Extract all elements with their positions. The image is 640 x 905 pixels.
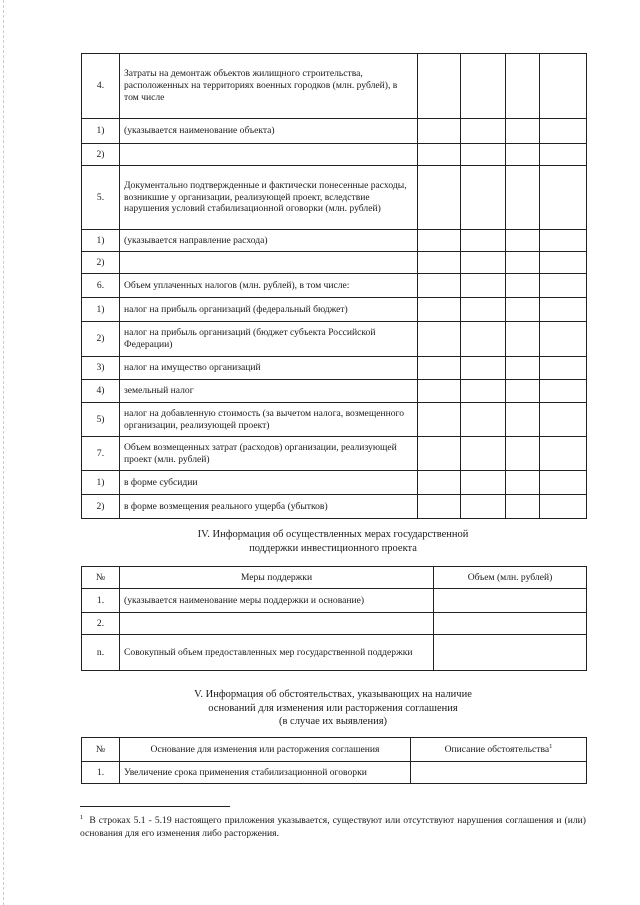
- table-cell: [461, 119, 506, 144]
- table-cell: [461, 437, 506, 471]
- footnote: [80, 814, 586, 841]
- table-cell: [418, 357, 461, 380]
- table-cell: [461, 230, 506, 252]
- table-cell: Основание для изменения или расторжения соглашения: [120, 738, 411, 762]
- table-cell: [540, 166, 587, 230]
- table-cell: №: [82, 738, 120, 762]
- section-4-title: [80, 528, 586, 555]
- table-cell: [540, 298, 587, 322]
- table-cell: налог на прибыль организаций (бюджет субъекта Российской Федерации): [120, 322, 418, 357]
- table-cell: [540, 252, 587, 274]
- table-cell: [418, 403, 461, 437]
- section-title-line: оснований для изменения или расторжения соглашения: [208, 702, 458, 714]
- table-row: [82, 166, 587, 230]
- table-cell: [434, 589, 587, 613]
- table-cell: [434, 613, 587, 635]
- footnote-divider: [80, 806, 230, 807]
- table-cell: [540, 230, 587, 252]
- table-cell: 5.: [82, 166, 120, 230]
- table-row: [82, 437, 587, 471]
- table-cell: [540, 437, 587, 471]
- table-cell: 1.: [82, 589, 120, 613]
- table-row: [82, 589, 587, 613]
- table-row: [82, 403, 587, 437]
- table-cell: [418, 119, 461, 144]
- table-header-row: [82, 738, 587, 762]
- table-cell: [461, 322, 506, 357]
- table-cell: 6.: [82, 274, 120, 298]
- table-cell: [506, 274, 540, 298]
- table-cell: [461, 495, 506, 519]
- table-cell: [540, 495, 587, 519]
- table-cell: [506, 252, 540, 274]
- table-cell: 4.: [82, 54, 120, 119]
- table-cell: [120, 613, 434, 635]
- table-cell: [506, 380, 540, 403]
- table-cell: 1): [82, 298, 120, 322]
- support-measures-table: [81, 566, 587, 671]
- table-cell: налог на прибыль организаций (федеральный бюджет): [120, 298, 418, 322]
- table-cell: 1): [82, 230, 120, 252]
- table-cell: 5): [82, 403, 120, 437]
- table-header-row: [82, 567, 587, 589]
- table-cell: [506, 495, 540, 519]
- table-cell: (указывается наименование меры поддержки и основание): [120, 589, 434, 613]
- table-cell: (указывается наименование объекта): [120, 119, 418, 144]
- agreement-change-table: [81, 737, 587, 784]
- table-cell: Затраты на демонтаж объектов жилищного строительства, расположенных на территориях военных городков (млн. рублей), в том числе: [120, 54, 418, 119]
- table-cell: Объем возмещенных затрат (расходов) организации, реализующей проект (млн. рублей): [120, 437, 418, 471]
- table-row: [82, 119, 587, 144]
- table-cell: Увеличение срока применения стабилизационной оговорки: [120, 762, 411, 784]
- table-cell: [506, 298, 540, 322]
- table-cell: налог на имущество организаций: [120, 357, 418, 380]
- table-cell: [506, 403, 540, 437]
- table-cell: [506, 230, 540, 252]
- table-row: [82, 357, 587, 380]
- table-cell: Описание обстоятельства$^1$: [411, 738, 587, 762]
- section-5-title: [80, 688, 586, 729]
- table-row: [82, 495, 587, 519]
- table-row: [82, 274, 587, 298]
- table-cell: Меры поддержки: [120, 567, 434, 589]
- table-cell: [411, 762, 587, 784]
- table-cell: 1.: [82, 762, 120, 784]
- table-cell: [461, 144, 506, 166]
- table-cell: [418, 471, 461, 495]
- table-cell: [418, 230, 461, 252]
- table-cell: 2): [82, 495, 120, 519]
- table-cell: [418, 495, 461, 519]
- table-cell: [506, 322, 540, 357]
- table-cell: [418, 252, 461, 274]
- table-cell: [506, 119, 540, 144]
- table-cell: [461, 380, 506, 403]
- table-row: [82, 380, 587, 403]
- table-cell: 2): [82, 144, 120, 166]
- table-cell: налог на добавленную стоимость (за вычетом налога, возмещенного организации, реализующей проект): [120, 403, 418, 437]
- table-cell: [418, 298, 461, 322]
- table-row: [82, 322, 587, 357]
- table-cell: земельный налог: [120, 380, 418, 403]
- footnote-number: 1: [80, 814, 84, 821]
- table-cell: [506, 437, 540, 471]
- table-row: [82, 298, 587, 322]
- table-cell: 2): [82, 322, 120, 357]
- table-cell: 7.: [82, 437, 120, 471]
- table-row: [82, 471, 587, 495]
- table-cell: Документально подтвержденные и фактически понесенные расходы, возникшие у организации, реализующей проект, вследствие нарушения условий стабилизационной оговорки (млн. рублей): [120, 166, 418, 230]
- table-cell: [418, 166, 461, 230]
- table-row: [82, 762, 587, 784]
- table-cell: 3): [82, 357, 120, 380]
- table-cell: n.: [82, 635, 120, 671]
- table-cell: [418, 322, 461, 357]
- table-cell: Объем уплаченных налогов (млн. рублей), в том числе:: [120, 274, 418, 298]
- table-cell: [540, 274, 587, 298]
- table-cell: [540, 380, 587, 403]
- table-cell: 1): [82, 471, 120, 495]
- footnote-mark: 1: [549, 742, 553, 750]
- table-cell: в форме возмещения реального ущерба (убытков): [120, 495, 418, 519]
- table-cell: [506, 144, 540, 166]
- table-cell: [418, 380, 461, 403]
- table-row: [82, 54, 587, 119]
- table-cell: [418, 144, 461, 166]
- table-cell: 2): [82, 252, 120, 274]
- table-cell: Объем (млн. рублей): [434, 567, 587, 589]
- table-cell: [418, 54, 461, 119]
- table-cell: [540, 357, 587, 380]
- table-row: [82, 230, 587, 252]
- table-cell: [540, 471, 587, 495]
- table-cell: [506, 357, 540, 380]
- section-title-line: V. Информация об обстоятельствах, указывающих на наличие: [194, 689, 472, 700]
- table-cell: [540, 54, 587, 119]
- table-cell: [434, 635, 587, 671]
- table-cell: [506, 471, 540, 495]
- table-cell: [418, 274, 461, 298]
- table-cell: [120, 252, 418, 274]
- table-cell: [461, 298, 506, 322]
- table-row: [82, 144, 587, 166]
- table-cell: 2.: [82, 613, 120, 635]
- table-cell: [540, 119, 587, 144]
- table-cell: [418, 437, 461, 471]
- table-cell: [506, 166, 540, 230]
- table-cell: Совокупный объем предоставленных мер государственной поддержки: [120, 635, 434, 671]
- section-title-line: поддержки инвестиционного проекта: [249, 542, 417, 554]
- table-cell: [506, 54, 540, 119]
- table-cell: [540, 403, 587, 437]
- table-cell: [461, 471, 506, 495]
- table-cell: [461, 166, 506, 230]
- table-cell: [540, 144, 587, 166]
- table-cell: [120, 144, 418, 166]
- table-cell: 1): [82, 119, 120, 144]
- section-title-line: (в случае их выявления): [278, 716, 388, 728]
- table-cell: 4): [82, 380, 120, 403]
- table-cell: [461, 54, 506, 119]
- table-cell: (указывается направление расхода): [120, 230, 418, 252]
- table-cell: [461, 252, 506, 274]
- table-cell: [461, 357, 506, 380]
- section-title-line: IV. Информация об осуществленных мерах государственной: [197, 529, 469, 540]
- footnote-text: В строках 5.1 - 5.19 настоящего приложения указывается, существуют или отсутствуют нарушения соглашения и (или) основания для его изменения либо расторжения.: [80, 815, 586, 840]
- scan-edge-line: [3, 0, 5, 905]
- table-row: [82, 613, 587, 635]
- table-cell: №: [82, 567, 120, 589]
- table-row: [82, 635, 587, 671]
- table-row: [82, 252, 587, 274]
- indicators-table: [81, 53, 587, 519]
- table-cell: в форме субсидии: [120, 471, 418, 495]
- table-cell: [461, 403, 506, 437]
- table-cell: [461, 274, 506, 298]
- table-cell: [540, 322, 587, 357]
